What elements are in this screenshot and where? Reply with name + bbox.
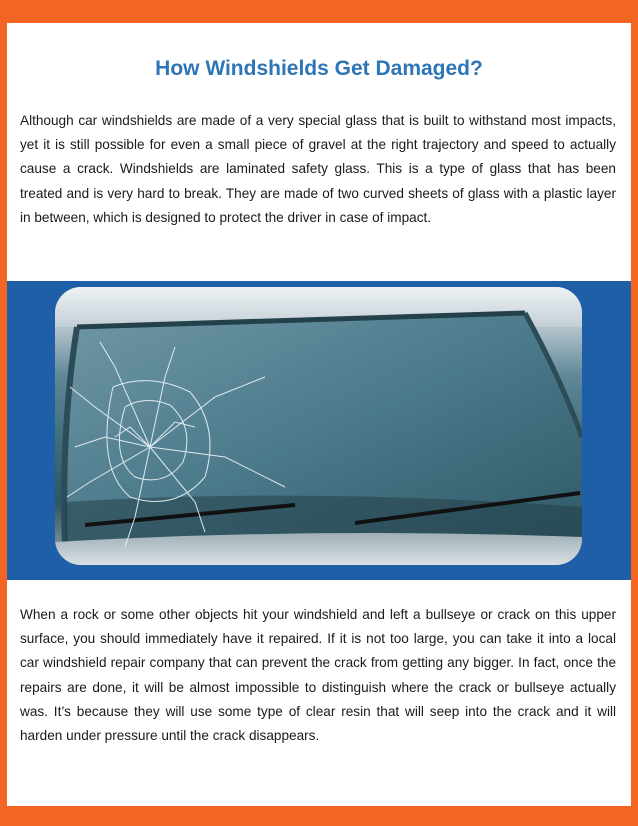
cracked-windshield-photo [55,287,582,565]
paragraph-intro: Although car windshields are made of a very special glass that is built to withstand most impacts, yet it is still possible for even a small piece of gravel at the right trajectory and speed to actually cause a crack. Windshields are laminated safety glass. This is a type of glass that has been treated and is very hard to break. They are made of two curved sheets of glass with a plastic layer in between, which is designed to protect the driver in case of impact. [20,113,616,225]
page-title: How Windshields Get Damaged? [155,57,483,80]
paragraph-repair: When a rock or some other objects hit your windshield and left a bullseye or crack on this upper surface, you should immediately have it repaired. If it is not too large, you can take it into a local car windshield repair company that can prevent the crack from getting any bigger. In fact, once the repairs are done, it will be almost impossible to distinguish where the crack or bullseye actually was. It’s because they will use some type of clear resin that will seep into the crack and it will harden under pressure until the crack disappears. [20,607,616,744]
image-band [7,281,631,580]
document-page [7,23,631,806]
